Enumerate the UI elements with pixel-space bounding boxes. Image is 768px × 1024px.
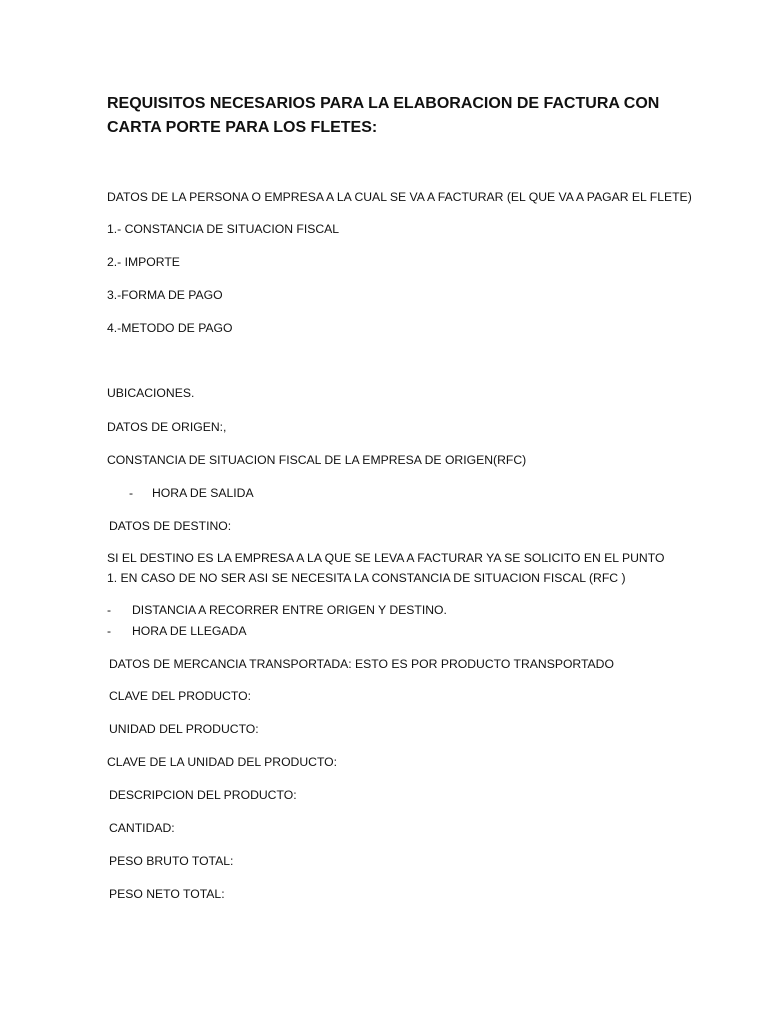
bullet-marker: - <box>107 603 112 617</box>
mercancia-field-descripcion: DESCRIPCION DEL PRODUCTO: <box>109 788 297 802</box>
bullet-marker: - <box>129 486 134 500</box>
mercancia-field-unidad: UNIDAD DEL PRODUCTO: <box>109 722 259 736</box>
destino-bullet-hora-llegada: HORA DE LLEGADA <box>132 624 247 638</box>
client-item-4: 4.-METODO DE PAGO <box>107 321 233 335</box>
origen-bullet-hora-salida: HORA DE SALIDA <box>152 486 254 500</box>
client-item-2: 2.- IMPORTE <box>107 255 180 269</box>
mercancia-field-peso-bruto: PESO BRUTO TOTAL: <box>109 854 234 868</box>
client-item-1: 1.- CONSTANCIA DE SITUACION FISCAL <box>107 222 340 236</box>
origen-label: DATOS DE ORIGEN:, <box>107 420 227 434</box>
destino-bullet-distancia: DISTANCIA A RECORRER ENTRE ORIGEN Y DESTINO. <box>132 603 447 617</box>
mercancia-field-cantidad: CANTIDAD: <box>109 821 175 835</box>
mercancia-field-clave: CLAVE DEL PRODUCTO: <box>109 689 251 703</box>
document-title: REQUISITOS NECESARIOS PARA LA ELABORACION DE FACTURA CON CARTA PORTE PARA LOS FLETES: <box>107 95 660 136</box>
bullet-marker: - <box>107 624 112 638</box>
client-item-3: 3.-FORMA DE PAGO <box>107 288 223 302</box>
mercancia-heading: DATOS DE MERCANCIA TRANSPORTADA: ESTO ES POR PRODUCTO TRANSPORTADO <box>109 657 614 671</box>
mercancia-field-peso-neto: PESO NETO TOTAL: <box>109 887 225 901</box>
destino-paragraph: SI EL DESTINO ES LA EMPRESA A LA QUE SE LEVA A FACTURAR YA SE SOLICITO EN EL PUNTO 1. EN CASO DE NO SER ASI SE NECESITA LA CONSTANCIA DE SITUACION FISCAL (RFC ) <box>107 551 665 585</box>
destino-label: DATOS DE DESTINO: <box>109 519 232 533</box>
mercancia-field-clave-unidad: CLAVE DE LA UNIDAD DEL PRODUCTO: <box>107 755 338 769</box>
client-section-heading: DATOS DE LA PERSONA O EMPRESA A LA CUAL SE VA A FACTURAR (EL QUE VA A PAGAR EL FLETE) <box>107 190 692 204</box>
origen-constancia: CONSTANCIA DE SITUACION FISCAL DE LA EMPRESA DE ORIGEN(RFC) <box>107 453 527 467</box>
ubicaciones-heading: UBICACIONES. <box>107 386 195 400</box>
